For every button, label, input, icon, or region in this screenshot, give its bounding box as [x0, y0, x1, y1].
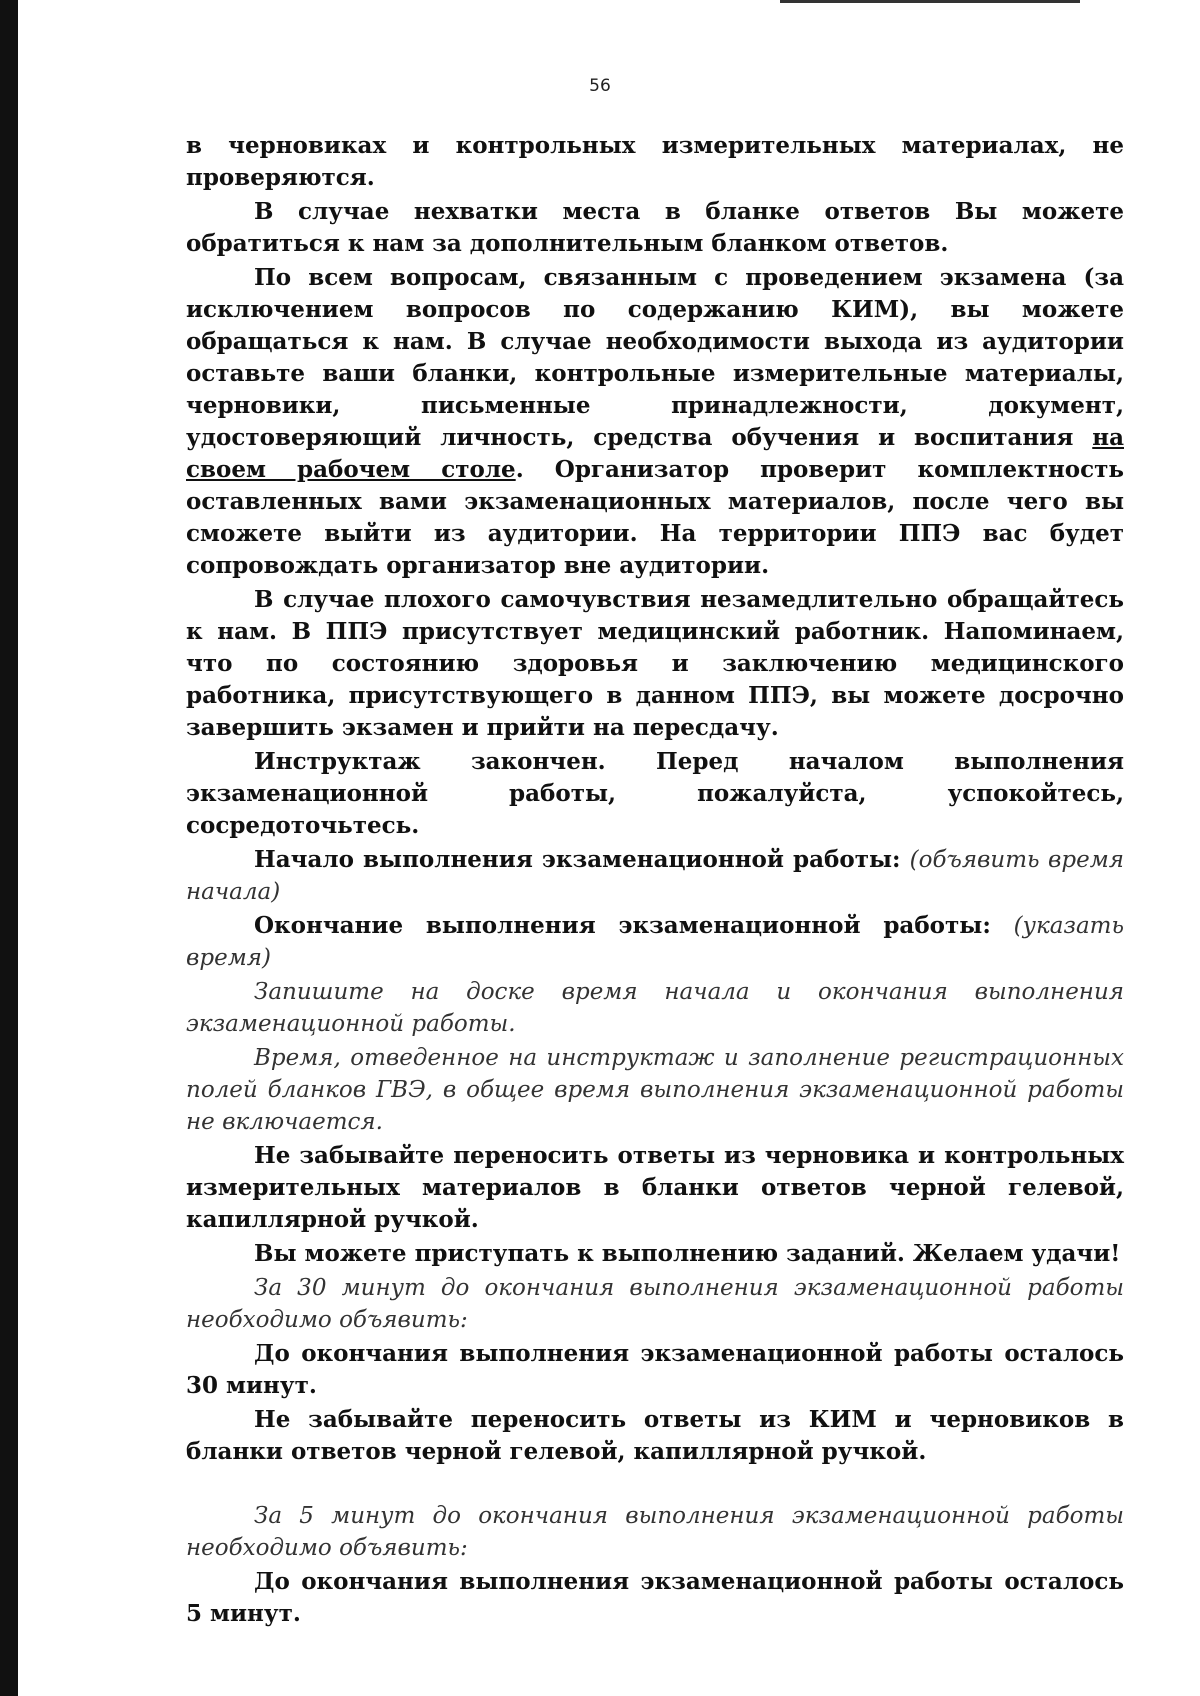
paragraph-leaving-room: По всем вопросам, связанным с проведением экзамена (за исключением вопросов по содержанию КИМ), вы можете обращаться к нам. В случае необходимости выхода из аудитории оставьте ваши бланки, контрольные измерительные материалы, черновики, письменные принадлежности, документ, удостоверяющий личность, средства обучения и воспитания на своем рабочем столе. Организатор проверит комплектность оставленных вами экзаменационных материалов, после чего вы сможете выйти из аудитории. На территории ППЭ вас будет сопровождать организатор вне аудитории.	[186, 264, 1125, 579]
instruction-5-minutes: За 5 минут до окончания выполнения экзаменационной работы необходимо объявить:	[186, 1503, 1124, 1561]
paragraph-medical: В случае плохого самочувствия незамедлительно обращайтесь к нам. В ППЭ присутствует медицинский работник. Напоминаем, что по состоянию здоровья и заключению медицинского работника, присутствующего в данном ППЭ, вы можете досрочно завершить экзамен и прийти на пересдачу.	[186, 586, 1124, 741]
page-number: 56	[589, 76, 611, 96]
scan-left-edge	[0, 0, 18, 1696]
paragraph-extra-answer-sheet: В случае нехватки места в бланке ответов Вы можете обратиться к нам за дополнительным бланком ответов.	[186, 198, 1124, 257]
instruction-briefing-time: Время, отведенное на инструктаж и заполнение регистрационных полей бланков ГВЭ, в общее время выполнения экзаменационной работы не включается.	[186, 1045, 1124, 1135]
paragraph-start-time: Начало выполнения экзаменационной работы: (объявить время начала)	[186, 846, 1125, 905]
underlined-phrase: на своем рабочем столе	[186, 424, 1124, 483]
spacer	[186, 1470, 1124, 1500]
paragraph-end-time: Окончание выполнения экзаменационной работы: (указать время)	[186, 912, 1124, 971]
paragraph-drafts-not-checked: в черновиках и контрольных измерительных материалах, не проверяются.	[186, 132, 1124, 191]
instruction-30-minutes: За 30 минут до окончания выполнения экзаменационной работы необходимо объявить:	[186, 1275, 1124, 1333]
announcement-5-minutes: До окончания выполнения экзаменационной работы осталось 5 минут.	[186, 1568, 1124, 1627]
document-body	[186, 130, 1124, 1632]
instruction-write-times: Запишите на доске время начала и окончания выполнения экзаменационной работы.	[186, 979, 1124, 1037]
paragraph-good-luck: Вы можете приступать к выполнению заданий. Желаем удачи!	[254, 1240, 1121, 1267]
announcement-30-minutes: До окончания выполнения экзаменационной работы осталось 30 минут.	[186, 1340, 1124, 1399]
paragraph-transfer-answers: Не забывайте переносить ответы из черновика и контрольных измерительных материалов в бланки ответов черной гелевой, капиллярной ручкой.	[186, 1142, 1124, 1233]
paragraph-transfer-reminder: Не забывайте переносить ответы из КИМ и черновиков в бланки ответов черной гелевой, капиллярной ручкой.	[186, 1406, 1124, 1465]
scan-top-rule	[780, 0, 1080, 3]
paragraph-briefing-finished: Инструктаж закончен. Перед началом выполнения экзаменационной работы, пожалуйста, успокойтесь, сосредоточьтесь.	[186, 748, 1124, 839]
